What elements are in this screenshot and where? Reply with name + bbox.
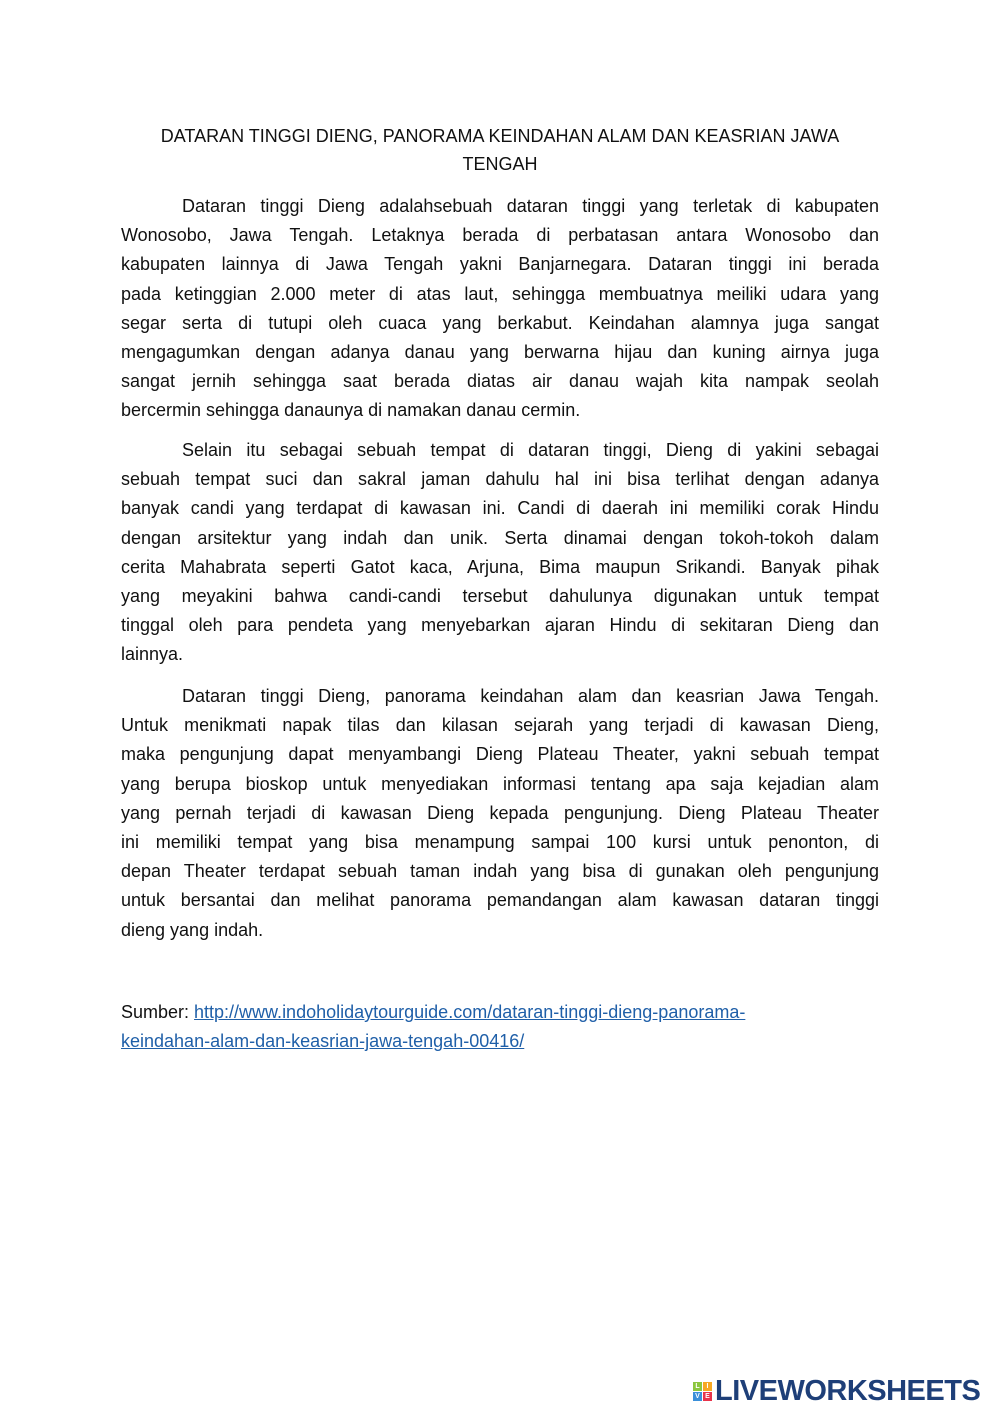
paragraph-line: mengagumkan dengan adanya danau yang berwarna hijau dan kuning airnya juga (121, 341, 879, 362)
paragraph-line: Selain itu sebagai sebuah tempat di dataran tinggi, Dieng di yakini sebagai (182, 440, 879, 460)
paragraph-3 (121, 682, 879, 945)
paragraph-line: dieng yang indah. (121, 919, 264, 940)
paragraph-line: yang meyakini bahwa candi-candi tersebut dahulunya digunakan untuk tempat (121, 585, 879, 606)
paragraph-line: yang pernah terjadi di kawasan Dieng kepada pengunjung. Dieng Plateau Theater (121, 802, 879, 823)
paragraph-line: lainnya. (121, 644, 184, 665)
paragraph-line: yang berupa bioskop untuk menyediakan informasi tentang apa saja kejadian alam (121, 773, 879, 794)
title-line: DATARAN TINGGI DIENG, PANORAMA KEINDAHAN ALAM DAN KEASRIAN JAWA (160, 126, 840, 146)
document-title (121, 122, 879, 178)
paragraph-line: Dataran tinggi Dieng, panorama keindahan alam dan keasrian Jawa Tengah. (182, 686, 879, 706)
paragraph-line: kabupaten lainnya di Jawa Tengah yakni Banjarnegara. Dataran tinggi ini berada (121, 254, 879, 275)
paragraph-line: bercermin sehingga danaunya di namakan danau cermin. (121, 400, 581, 421)
paragraph-line: dengan arsitektur yang indah dan unik. Serta dinamai dengan tokoh-tokoh dalam (121, 527, 879, 548)
paragraph-line: sebuah tempat suci dan sakral jaman dahulu hal ini bisa terlihat dengan adanya (121, 469, 879, 490)
logo-text: LIVEWORKSHEETS (715, 1375, 981, 1407)
title-line: TENGAH (462, 154, 538, 174)
paragraph-line: Dataran tinggi Dieng adalahsebuah dataran tinggi yang terletak di kabupaten (182, 196, 879, 216)
paragraph-line: untuk bersantai dan melihat panorama pemandangan alam kawasan dataran tinggi (121, 890, 879, 911)
paragraph-line: depan Theater terdapat sebuah taman indah yang bisa di gunakan oleh pengunjung (121, 861, 879, 882)
paragraph-1 (121, 192, 879, 426)
liveworksheets-logo (693, 1375, 980, 1408)
source-link[interactable]: http://www.indoholidaytourguide.com/dataran-tinggi-dieng-panorama- keindahan-alam-dan-keasrian-jawa-tengah-00416/ (121, 1002, 746, 1051)
paragraph-line: cerita Mahabrata seperti Gatot kaca, Arjuna, Bima maupun Srikandi. Banyak pihak (121, 556, 879, 577)
paragraph-2 (121, 436, 879, 670)
source-citation (121, 998, 881, 1056)
logo-blocks-icon: L I V E (693, 1382, 712, 1401)
paragraph-line: tinggal oleh para pendeta yang menyebarkan ajaran Hindu di sekitaran Dieng dan (121, 615, 879, 636)
source-label: Sumber: (121, 1002, 195, 1022)
paragraph-line: Wonosobo, Jawa Tengah. Letaknya berada di perbatasan antara Wonosobo dan (121, 225, 879, 246)
paragraph-line: segar serta di tutupi oleh cuaca yang berkabut. Keindahan alamnya juga sangat (121, 312, 879, 333)
paragraph-line: Untuk menikmati napak tilas dan kilasan sejarah yang terjadi di kawasan Dieng, (121, 715, 879, 736)
paragraph-line: maka pengunjung dapat menyambangi Dieng Plateau Theater, yakni sebuah tempat (121, 744, 879, 765)
paragraph-line: pada ketinggian 2.000 meter di atas laut, sehingga membuatnya meiliki udara yang (121, 283, 879, 304)
paragraph-line: sangat jernih sehingga saat berada diatas air danau wajah kita nampak seolah (121, 371, 879, 392)
paragraph-line: ini memiliki tempat yang bisa menampung sampai 100 kursi untuk penonton, di (121, 831, 879, 852)
paragraph-line: banyak candi yang terdapat di kawasan ini. Candi di daerah ini memiliki corak Hindu (121, 498, 879, 519)
